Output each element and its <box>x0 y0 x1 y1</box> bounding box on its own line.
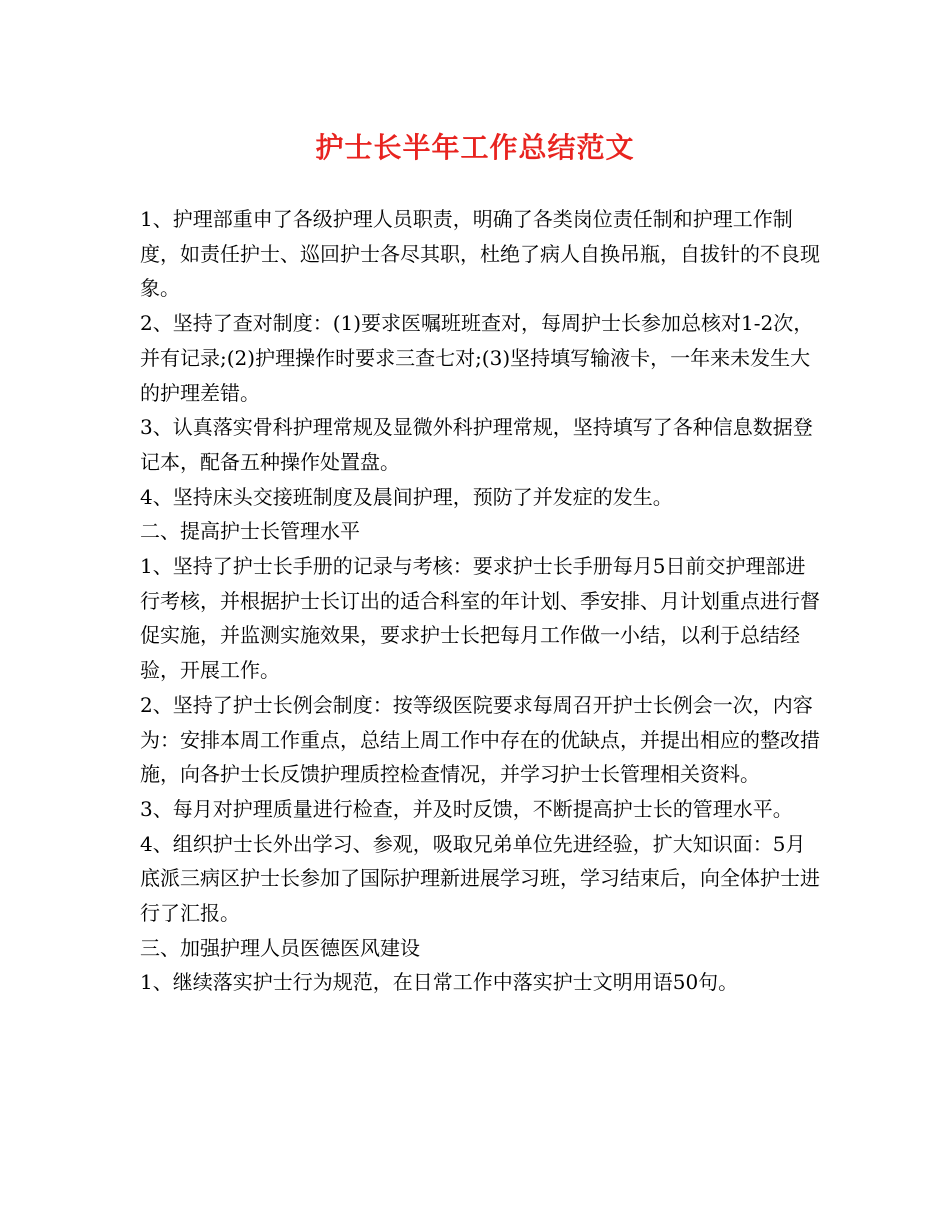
paragraph-2: 2、坚持了查对制度：(1)要求医嘱班班查对，每周护士长参加总核对1-2次，并有记录;(2)护理操作时要求三查七对;(3)坚持填写输液卡，一年来未发生大的护理差错。 <box>140 311 814 405</box>
paragraph-4: 4、坚持床头交接班制度及晨间护理，预防了并发症的发生。 <box>140 484 673 509</box>
paragraph-1: 1、护理部重申了各级护理人员职责，明确了各类岗位责任制和护理工作制度，如责任护士、巡回护士各尽其职，杜绝了病人自换吊瓶，自拔针的不良现象。 <box>140 207 820 301</box>
paragraph-7: 3、每月对护理质量进行检查，并及时反馈，不断提高护士长的管理水平。 <box>140 796 793 821</box>
paragraph-5: 1、坚持了护士长手册的记录与考核：要求护士长手册每月5日前交护理部进行考核，并根据护士长订出的适合科室的年计划、季安排、月计划重点进行督促实施，并监测实施效果，要求护士长把每月工作做一小结，以利于总结经验，开展工作。 <box>140 554 820 683</box>
paragraph-6: 2、坚持了护士长例会制度：按等级医院要求每周召开护士长例会一次，内容为：安排本周工作重点，总结上周工作中存在的优缺点，并提出相应的整改措施，向各护士长反馈护理质控检查情况，并学习护士长管理相关资料。 <box>140 692 820 787</box>
document-title: 护士长半年工作总结范文 <box>315 131 635 164</box>
paragraph-8: 4、组织护士长外出学习、参观，吸取兄弟单位先进经验，扩大知识面：5月底派三病区护士长参加了国际护理新进展学习班，学习结束后，向全体护士进行了汇报。 <box>140 831 820 926</box>
section-heading-3: 三、加强护理人员医德医风建设 <box>140 935 420 960</box>
paragraph-3: 3、认真落实骨科护理常规及显微外科护理常规，坚持填写了各种信息数据登记本，配备五种操作处置盘。 <box>140 415 813 474</box>
paragraph-9: 1、继续落实护士行为规范，在日常工作中落实护士文明用语50句。 <box>140 970 739 995</box>
document-body <box>140 202 822 1000</box>
section-heading-2: 二、提高护士长管理水平 <box>140 519 360 544</box>
